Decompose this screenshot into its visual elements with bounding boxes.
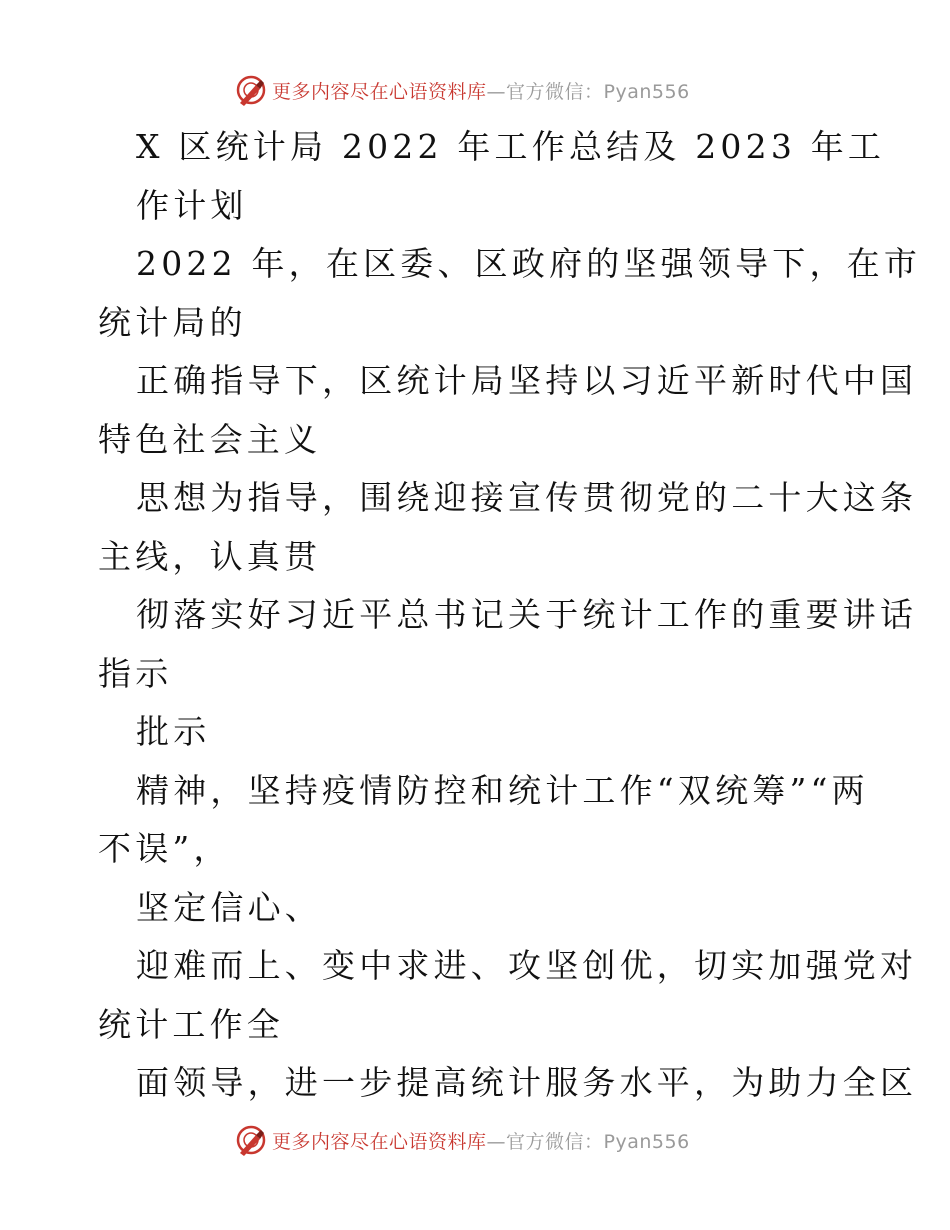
document-line: 统计工作全 <box>98 1004 284 1044</box>
document-line: 正确指导下，区统计局坚持以习近平新时代中国 <box>136 361 918 400</box>
watermark-wechat-text: —官方微信：Pyan556 <box>486 80 690 103</box>
document-line: 批示 <box>136 712 211 751</box>
document-line: 精神，坚持疫情防控和统计工作“双统筹”“两 <box>136 770 869 810</box>
document-line: 统计局的 <box>98 302 247 342</box>
pen-logo-icon <box>234 1123 268 1157</box>
document-line: 作计划 <box>136 185 248 225</box>
document-line: X 区统计局 2022 年工作总结及 2023 年工 <box>136 127 886 166</box>
document-line: 指示 <box>98 653 173 693</box>
document-line: 不误”， <box>98 829 231 868</box>
document-line: 彻落实好习近平总书记关于统计工作的重要讲话 <box>136 595 918 634</box>
footer-watermark <box>234 1120 690 1160</box>
watermark-library-text: 更多内容尽在心语资料库 <box>272 1130 487 1153</box>
document-line: 2022 年，在区委、区政府的坚强领导下，在市 <box>136 244 922 283</box>
document-line: 主线，认真贯 <box>98 536 322 576</box>
watermark-library-text: 更多内容尽在心语资料库 <box>272 80 487 103</box>
document-line: 面领导，进一步提高统计服务水平，为助力全区 <box>136 1063 918 1102</box>
watermark-wechat-text: —官方微信：Pyan556 <box>486 1130 690 1153</box>
header-watermark <box>234 70 690 110</box>
pen-logo-icon <box>234 73 268 107</box>
watermark-text <box>272 1127 690 1154</box>
document-line: 坚定信心、 <box>136 887 322 927</box>
document-line: 思想为指导，围绕迎接宣传贯彻党的二十大这条 <box>136 478 918 517</box>
document-line: 迎难而上、变中求进、攻坚创优，切实加强党对 <box>136 946 918 985</box>
document-line: 特色社会主义 <box>98 419 322 459</box>
watermark-text <box>272 77 690 104</box>
document-body <box>98 118 922 1113</box>
